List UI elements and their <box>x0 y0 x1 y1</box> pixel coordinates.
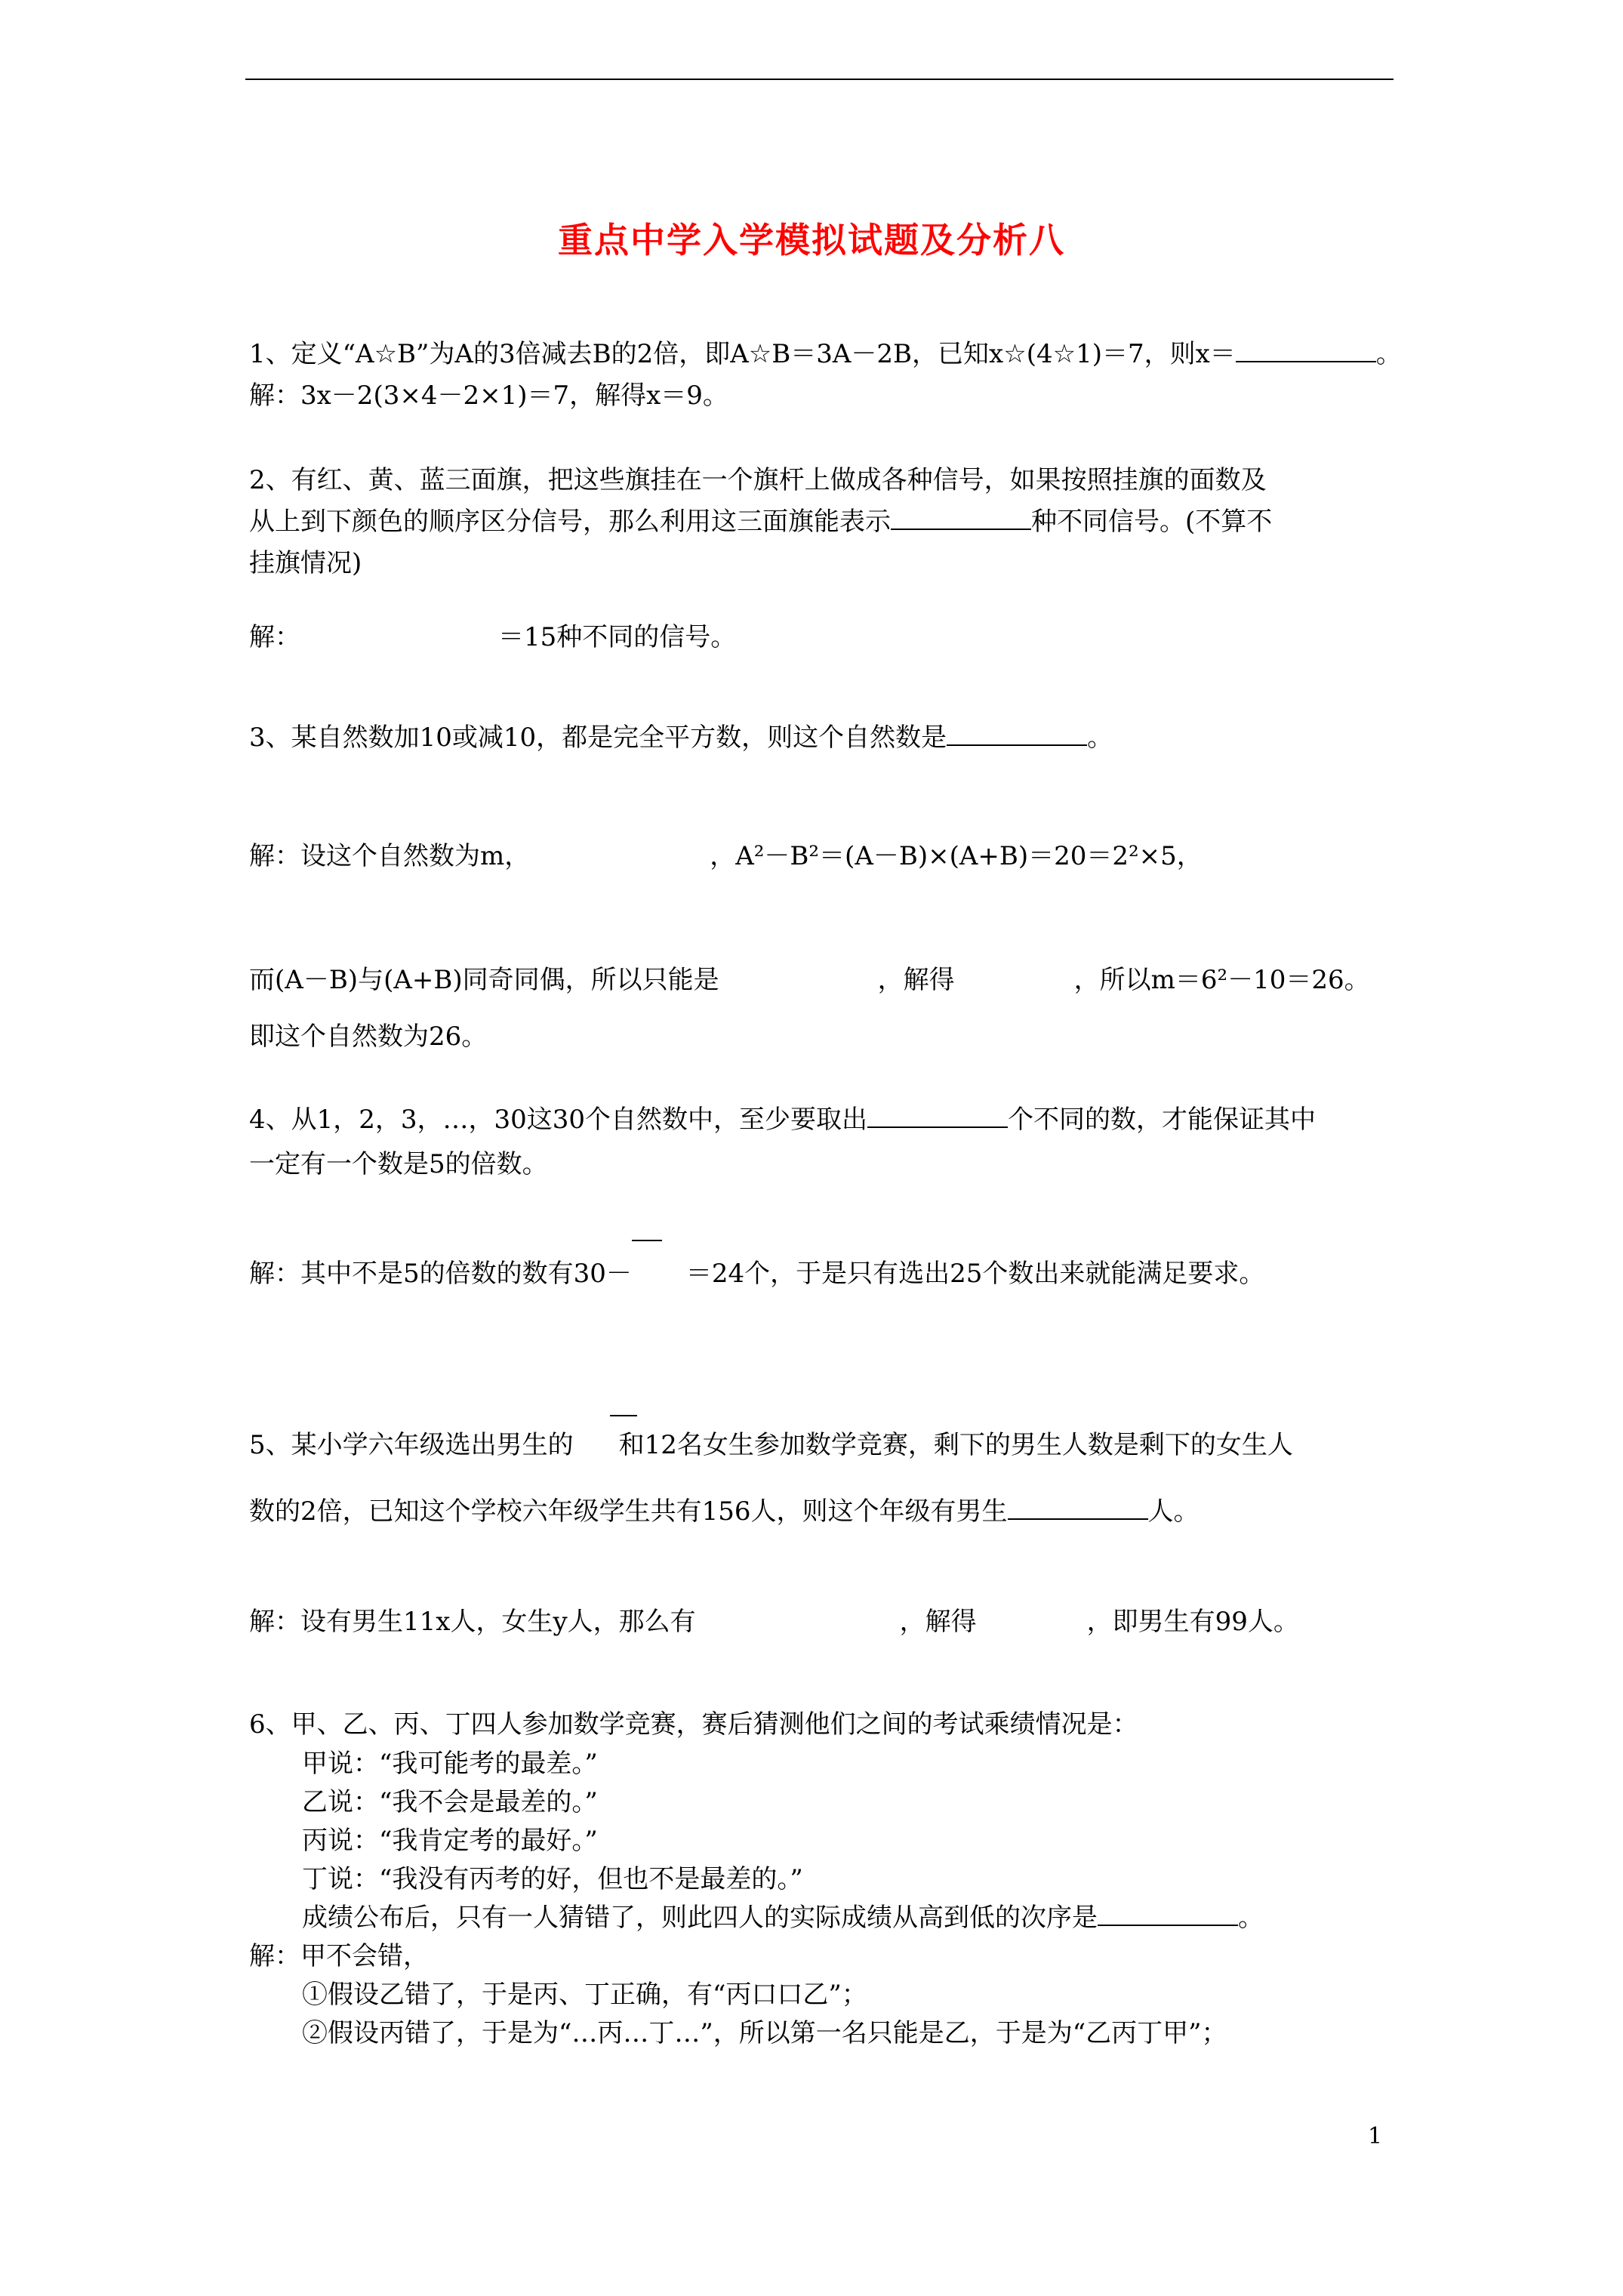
q2-line3: 挂旗情况) <box>249 548 362 578</box>
q6-line1: 6、甲、乙、丙、丁四人参加数学竞赛，赛后猜测他们之间的考试乘绩情况是： <box>249 1709 1138 1740</box>
page-title: 重点中学入学模拟试题及分析八 <box>558 220 1065 260</box>
q2-solution: 解： ＝15种不同的信号。 <box>249 622 737 652</box>
header-rule <box>245 79 1394 80</box>
q2-line1: 2、有红、黄、蓝三面旗，把这些旗挂在一个旗杆上做成各种信号，如果按照挂旗的面数及 <box>249 465 1267 495</box>
q5-fraction-bar <box>610 1415 637 1416</box>
q5-answer-blank <box>1008 1496 1148 1520</box>
q4-answer-blank <box>867 1104 1008 1128</box>
q6-solution-line2: ①假设乙错了，于是丙、丁正确，有“丙口口乙”； <box>302 1980 867 2010</box>
page-number: 1 <box>1368 2123 1383 2150</box>
q6-answer-blank <box>1098 1902 1238 1926</box>
q3-line1: 3、某自然数加10或减10，都是完全平方数，则这个自然数是 。 <box>249 723 1113 753</box>
q6-statement-bing: 丙说：“我肯定考的最好。” <box>302 1826 598 1856</box>
q3-solution-line2: 而(A－B)与(A+B)同奇同偶，所以只能是 ，解得 ，所以m＝6²－10＝26。 <box>249 965 1370 995</box>
q6-statement-ding: 丁说：“我没有丙考的好，但也不是最差的。” <box>302 1864 803 1894</box>
q5-line2: 数的2倍，已知这个学校六年级学生共有156人，则这个年级有男生 人。 <box>249 1496 1200 1527</box>
q6-statement-jia: 甲说：“我可能考的最差。” <box>302 1749 598 1779</box>
q3-solution-line1: 解：设这个自然数为m， ，A²－B²＝(A－B)×(A+B)＝20＝2²×5， <box>249 841 1203 871</box>
q4-solution: 解：其中不是5的倍数的数有30－ ＝24个，于是只有选出25个数出来就能满足要求。 <box>249 1259 1265 1289</box>
q1-line1: 1、定义“A☆B”为A的3倍减去B的2倍，即A☆B＝3A－2B，已知x☆(4☆1)＝7，则x＝ 。 <box>249 339 1402 369</box>
q3-answer-blank <box>947 722 1087 746</box>
q6-statement-yi: 乙说：“我不会是最差的。” <box>302 1787 598 1817</box>
q2-line2: 从上到下颜色的顺序区分信号，那么利用这三面旗能表示 种不同信号。(不算不 <box>249 507 1273 537</box>
q4-fraction-bar <box>632 1240 662 1241</box>
q3-solution-line3: 即这个自然数为26。 <box>249 1022 488 1052</box>
q5-solution: 解：设有男生11x人，女生y人，那么有 ，解得 ，即男生有99人。 <box>249 1607 1299 1637</box>
q6-solution-line1: 解：甲不会错， <box>249 1941 429 1971</box>
q1-solution: 解：3x－2(3×4－2×1)＝7，解得x＝9。 <box>249 381 728 411</box>
q6-solution-line3: ②假设丙错了，于是为“…丙…丁…”，所以第一名只能是乙，于是为“乙丙丁甲”； <box>302 2018 1227 2048</box>
q4-line2: 一定有一个数是5的倍数。 <box>249 1149 548 1179</box>
q2-answer-blank <box>891 506 1031 530</box>
q5-line1: 5、某小学六年级选出男生的 和12名女生参加数学竞赛，剩下的男生人数是剩下的女生人 <box>249 1430 1293 1460</box>
q6-question: 成绩公布后，只有一人猜错了，则此四人的实际成绩从高到低的次序是 。 <box>302 1903 1264 1933</box>
q1-answer-blank <box>1236 338 1376 362</box>
q4-line1: 4、从1，2，3，…，30这30个自然数中，至少要取出 个不同的数，才能保证其中 <box>249 1105 1317 1135</box>
